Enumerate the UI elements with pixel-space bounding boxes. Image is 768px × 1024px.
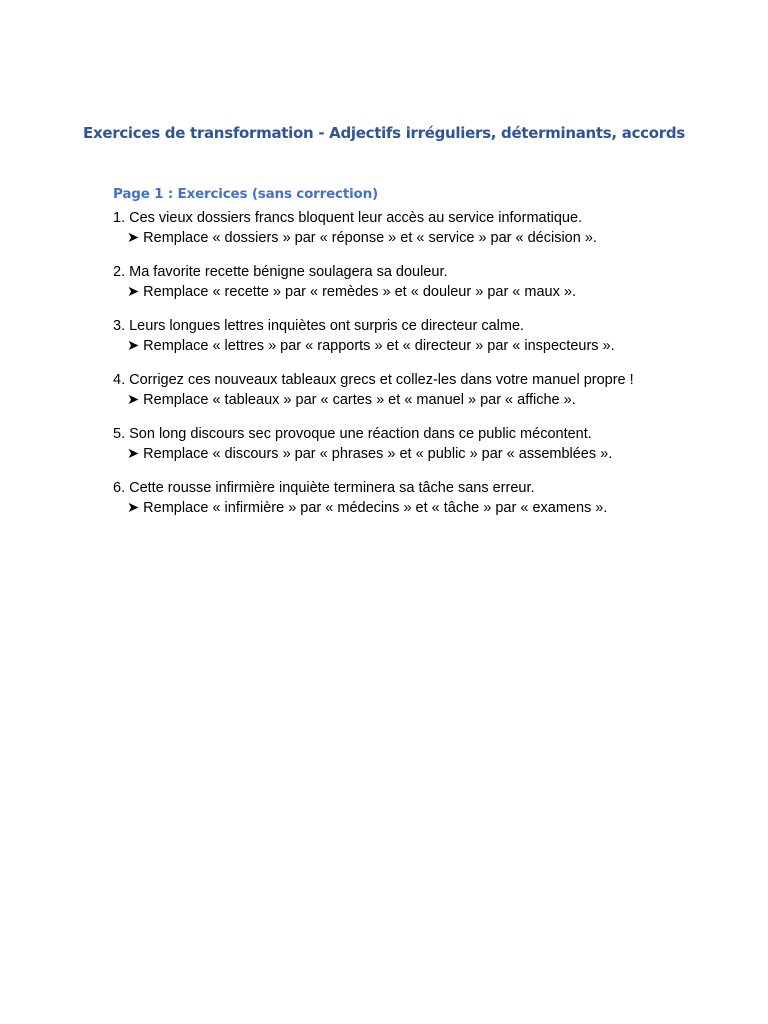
exercise-sentence: 4. Corrigez ces nouveaux tableaux grecs et collez-les dans votre manuel propre ! xyxy=(113,372,634,388)
document-title: Exercices de transformation - Adjectifs irréguliers, déterminants, accords xyxy=(83,124,685,142)
exercise-instruction xyxy=(113,498,713,518)
arrow-right-icon: ➤ xyxy=(127,284,140,300)
exercise-sentence: 2. Ma favorite recette bénigne soulagera sa douleur. xyxy=(113,264,448,280)
exercise-item xyxy=(113,370,713,410)
exercise-item xyxy=(113,316,713,356)
exercise-sentence: 5. Son long discours sec provoque une réaction dans ce public mécontent. xyxy=(113,426,592,442)
exercise-item xyxy=(113,262,713,302)
exercise-instruction xyxy=(113,390,713,410)
arrow-right-icon: ➤ xyxy=(127,230,140,246)
arrow-right-icon: ➤ xyxy=(127,338,140,354)
instruction-text: Remplace « discours » par « phrases » et « public » par « assemblées ». xyxy=(143,446,613,462)
exercise-item xyxy=(113,478,713,518)
exercise-instruction xyxy=(113,444,713,464)
exercise-instruction xyxy=(113,228,713,248)
exercise-sentence: 3. Leurs longues lettres inquiètes ont surpris ce directeur calme. xyxy=(113,318,525,334)
section-heading: Page 1 : Exercices (sans correction) xyxy=(113,186,378,202)
exercise-item xyxy=(113,424,713,464)
exercise-item xyxy=(113,208,713,248)
instruction-text: Remplace « tableaux » par « cartes » et « manuel » par « affiche ». xyxy=(143,392,576,408)
arrow-right-icon: ➤ xyxy=(127,446,140,462)
arrow-right-icon: ➤ xyxy=(127,500,140,516)
exercise-instruction xyxy=(113,336,713,356)
exercise-instruction xyxy=(113,282,713,302)
instruction-text: Remplace « recette » par « remèdes » et « douleur » par « maux ». xyxy=(143,284,576,300)
exercise-sentence: 6. Cette rousse infirmière inquiète terminera sa tâche sans erreur. xyxy=(113,480,535,496)
exercise-list xyxy=(113,208,713,532)
exercise-sentence: 1. Ces vieux dossiers francs bloquent leur accès au service informatique. xyxy=(113,210,583,226)
instruction-text: Remplace « infirmière » par « médecins » et « tâche » par « examens ». xyxy=(143,500,608,516)
instruction-text: Remplace « dossiers » par « réponse » et « service » par « décision ». xyxy=(143,230,597,246)
instruction-text: Remplace « lettres » par « rapports » et « directeur » par « inspecteurs ». xyxy=(143,338,615,354)
arrow-right-icon: ➤ xyxy=(127,392,140,408)
